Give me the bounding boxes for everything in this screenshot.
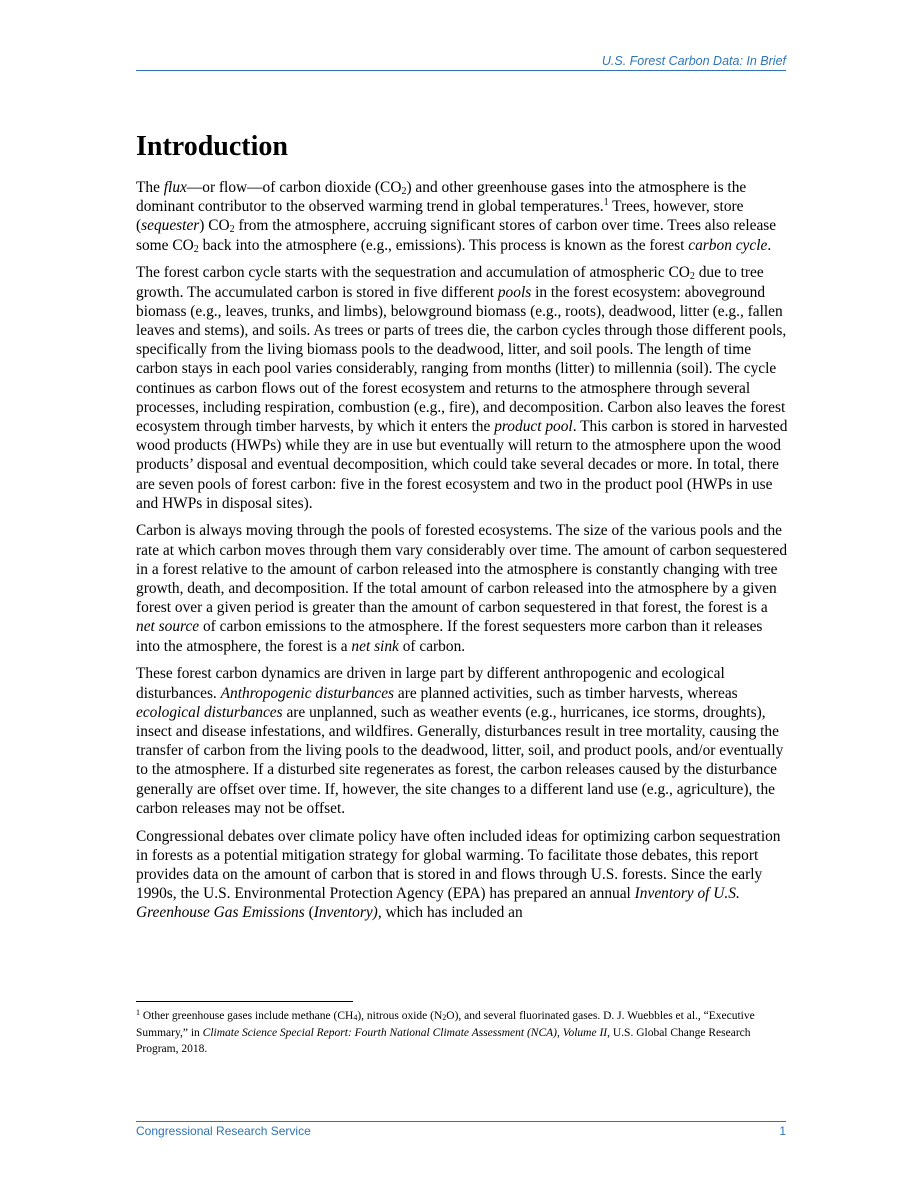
section-heading: Introduction xyxy=(136,131,288,162)
footnote: $^1$ Other greenhouse gases include methane $(CH_4)$, nitrous oxide $(N_2O)$, and several fluorinated gases. D. J. Wuebbles et al., “Executive Summary,” in Climate Science Special Report: Fourth National Climate Assessment (NCA), Volume II, U.S. Global Change Research Program, 2018. xyxy=(136,1008,755,1055)
footnote-reference[interactable]: 1 xyxy=(603,197,609,209)
running-header: U.S. Forest Carbon Data: In Brief xyxy=(601,54,786,68)
body-text xyxy=(136,178,790,931)
footer-publisher: Congressional Research Service xyxy=(136,1124,311,1138)
footnote-rule xyxy=(136,1001,353,1002)
paragraph-2: The forest carbon cycle starts with the sequestration and accumulation of atmospheric $CO_2$ due to tree growth. The accumulated carbon is stored in five different pools in the forest ecosystem: aboveground biomass (e.g., leaves, trunks, and limbs), belowground biomass (e.g., roots), deadwood, litter (e.g., fallen leaves and stems), and soils. As trees or parts of trees die, the carbon cycles through those different pools, specifically from the living biomass pools to the deadwood, litter, and soil pools. The length of time carbon stays in each pool varies considerably, ranging from months (litter) to millennia (soil). The cycle continues as carbon flows out of the forest ecosystem and returns to the atmosphere through several processes, including respiration, combustion (e.g., fire), and decomposition. Carbon also leaves the forest ecosystem through timber harvests, by which it enters the product pool. This carbon is stored in harvested wood products (HWPs) while they are in use but eventually will return to the atmosphere upon the wood products’ disposal and eventual decomposition, which could take several decades or more. In total, there are seven pools of forest carbon: five in the forest ecosystem and two in the product pool (HWPs in use and HWPs in disposal sites). xyxy=(136,264,788,512)
footer-rule xyxy=(136,1121,786,1122)
paragraph-5: Congressional debates over climate policy have often included ideas for optimizing carbon sequestration in forests as a potential mitigation strategy for global warming. To facilitate those debates, this report provides data on the amount of carbon that is stored in and flows through U.S. forests. Since the early 1990s, the U.S. Environmental Protection Agency (EPA) has prepared an annual Inventory of U.S. Greenhouse Gas Emissions (Inventory), which has included an xyxy=(136,827,781,922)
page-number: 1 xyxy=(779,1124,786,1138)
paragraph-1: The flux—or flow—of carbon dioxide $(CO_2)$ and other greenhouse gases into the atmosphere is the dominant contributor to the observed warming trend in global temperatures.$^1$ Trees, however, store (sequester) $CO_2$ from the atmosphere, accruing significant stores of carbon over time. Trees also release some $CO_2$ back into the atmosphere (e.g., emissions). This process is known as the forest carbon cycle. xyxy=(136,179,777,255)
header-rule xyxy=(136,70,786,71)
footnote-mark: 1 xyxy=(136,1008,140,1017)
paragraph-4: These forest carbon dynamics are driven in large part by different anthropogenic and ecological disturbances. Anthropogenic disturbances are planned activities, such as timber harvests, whereas ecological disturbances are unplanned, such as weather events (e.g., hurricanes, ice storms, droughts), insect and disease infestations, and wildfires. Generally, disturbances result in tree mortality, causing the transfer of carbon from the living pools to the deadwood, litter, soil, and product pools, and/or eventually to the atmosphere. If a disturbed site regenerates as forest, the carbon releases caused by the disturbance generally are offset over time. If, however, the site changes to a different land use (e.g., agriculture), the carbon releases may not be offset. xyxy=(136,665,784,817)
paragraph-3: Carbon is always moving through the pools of forested ecosystems. The size of the various pools and the rate at which carbon moves through them vary considerably over time. The amount of carbon sequestered in a forest relative to the amount of carbon released into the atmosphere is constantly changing with tree growth, death, and decomposition. If the total amount of carbon released into the atmosphere by a given forest over a given period is greater than the amount of carbon sequestered in that forest, the forest is a net source of carbon emissions to the atmosphere. If the forest sequesters more carbon than it releases into the atmosphere, the forest is a net sink of carbon. xyxy=(136,522,788,655)
